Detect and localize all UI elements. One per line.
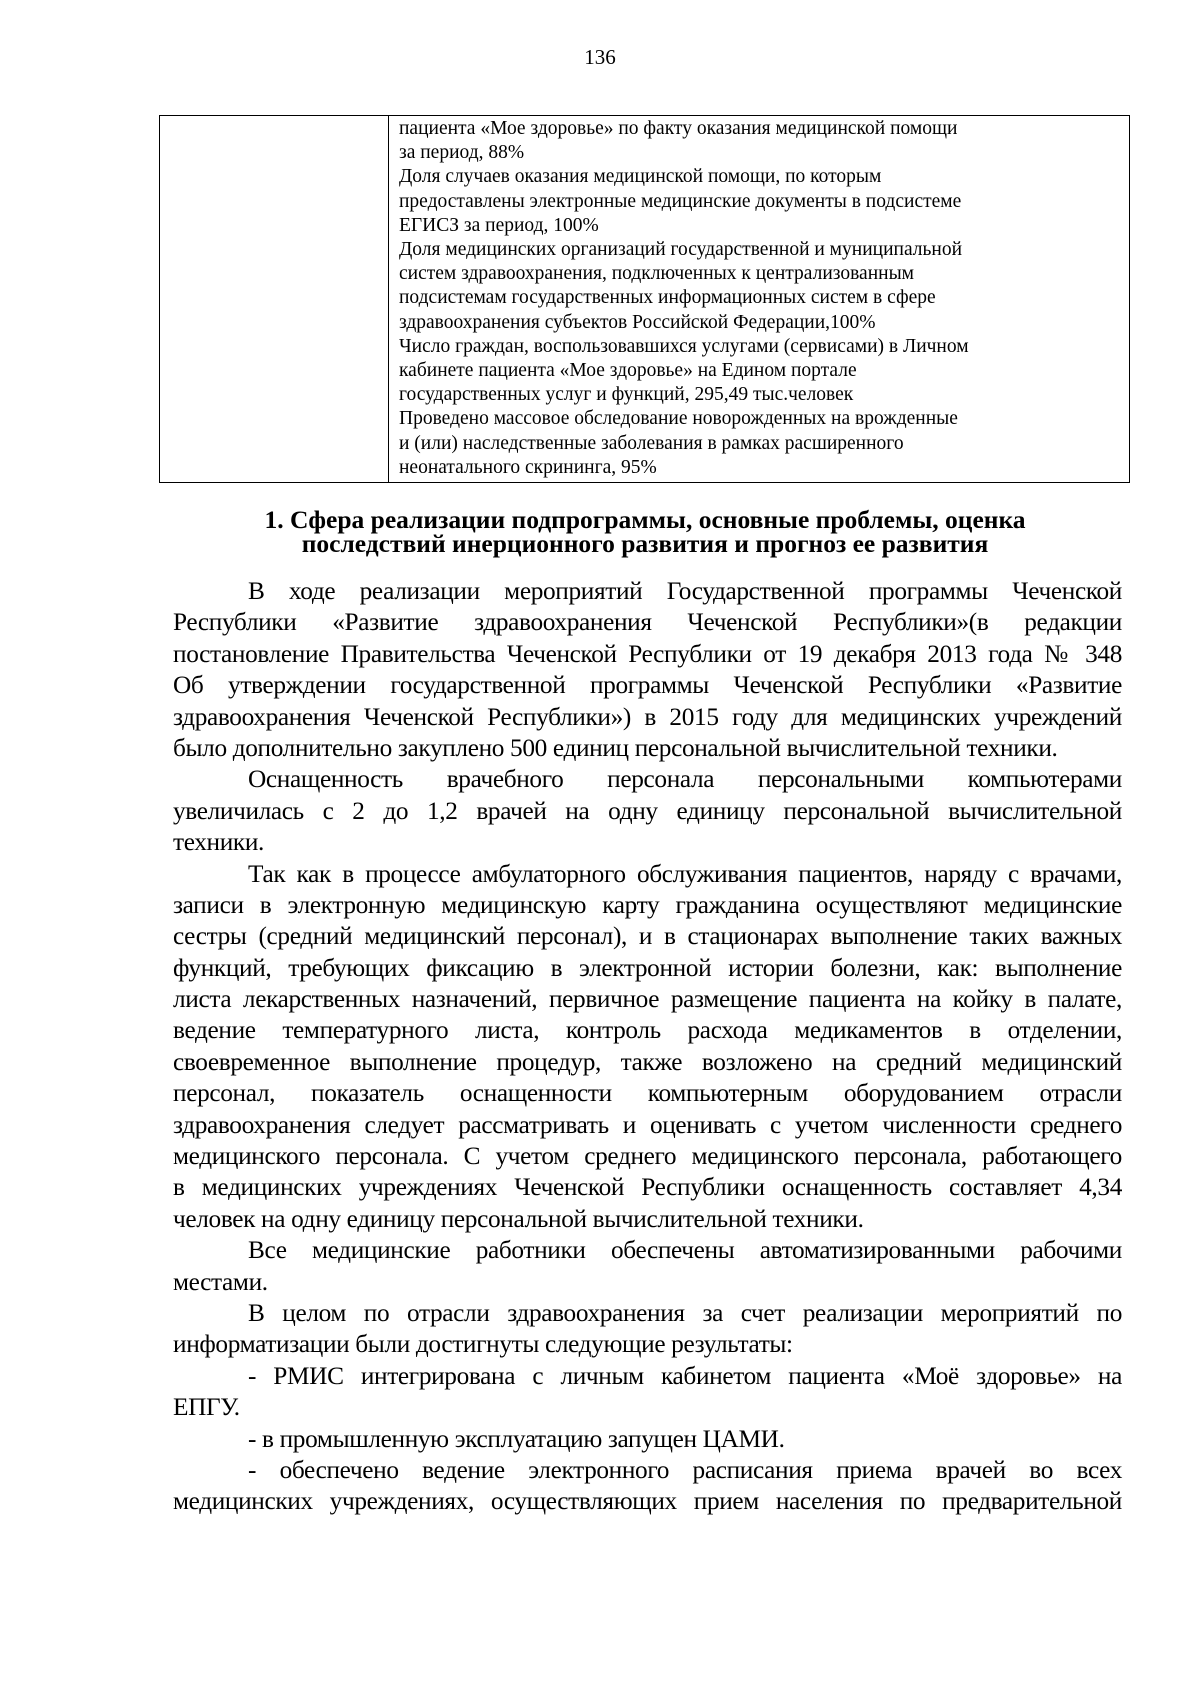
table-cell-line: систем здравоохранения, подключенных к централизованным [399, 263, 915, 285]
paragraph [173, 764, 1122, 858]
paragraph-line: медицинских учреждениях, осуществляющих прием населения по предварительной [173, 1487, 1122, 1516]
paragraph-line: В ходе реализации мероприятий Государственной программы Чеченской [248, 577, 1122, 605]
table-cell-line: и (или) наследственные заболевания в рамках расширенного [399, 432, 904, 454]
paragraph-line: своевременное выполнение процедур, также возложено на средний медицинский [173, 1047, 1122, 1076]
indicators-table [159, 115, 1130, 483]
body-text [173, 576, 1122, 1518]
paragraph-line: - в промышленную эксплуатацию запущен ЦАМИ. [248, 1424, 785, 1453]
paragraph-line: ЕПГУ. [173, 1393, 240, 1422]
table-cell-line: Доля медицинских организаций государственной и муниципальной [399, 239, 963, 261]
section-heading-line: 1. Сфера реализации подпрограммы, основные проблемы, оценка [264, 505, 1026, 534]
section-heading [170, 505, 1120, 558]
paragraph-line: записи в электронную медицинскую карту гражданина осуществляют медицинские [173, 890, 1122, 919]
paragraph [173, 1361, 1122, 1424]
section-heading-line: последствий инерционного развития и прогноз ее развития [301, 529, 989, 558]
paragraph [173, 1235, 1122, 1298]
table-cell-line: Доля случаев оказания медицинской помощи, по которым [399, 166, 882, 188]
table-cell-line: пациента «Мое здоровье» по факту оказания медицинской помощи [399, 118, 958, 139]
table-cell-line: Число граждан, воспользовавшихся услугами (сервисами) в Личном [399, 335, 969, 357]
page-number: 136 [584, 45, 616, 69]
table-cell-indicators [389, 116, 1130, 483]
paragraph-line: - обеспечено ведение электронного расписания приема врачей во всех [248, 1455, 1122, 1484]
table-cell-line: ЕГИСЗ за период, 100% [399, 214, 599, 236]
paragraph-line: Республики «Развитие здравоохранения Чеченской Республики»(в редакции [173, 608, 1122, 637]
paragraph-line: было дополнительно закуплено 500 единиц персональной вычислительной техники. [173, 733, 1058, 762]
paragraph-line: Все медицинские работники обеспечены автоматизированными рабочими [248, 1236, 1122, 1265]
paragraph-line: ведение температурного листа, контроль расхода медикаментов в отделении, [173, 1016, 1122, 1045]
table-cell-line: кабинете пациента «Мое здоровье» на Едином портале [399, 360, 857, 382]
paragraph-line: информатизации были достигнуты следующие результаты: [173, 1330, 793, 1359]
paragraph-line: Об утверждении государственной программы Чеченской Республики «Развитие [173, 671, 1122, 700]
paragraph-line: в медицинских учреждениях Чеченской Республики оснащенность составляет 4,34 [173, 1173, 1122, 1202]
paragraph [173, 1455, 1122, 1518]
paragraph-line: функций, требующих фиксацию в электронной истории болезни, как: выполнение [173, 953, 1122, 982]
paragraph-line: постановление Правительства Чеченской Республики от 19 декабря 2013 года № 348 [173, 639, 1122, 668]
paragraph-line: - РМИС интегрирована с личным кабинетом пациента «Моё здоровье» на [248, 1361, 1122, 1390]
paragraph [173, 1424, 1122, 1455]
table-cell-line: здравоохранения субъектов Российской Федерации,100% [399, 311, 876, 333]
paragraph-line: местами. [173, 1267, 268, 1296]
table-cell-line: Проведено массовое обследование новорожденных на врожденные [399, 408, 958, 430]
table-cell-line: подсистемам государственных информационных систем в сфере [399, 287, 936, 309]
paragraph-line: В целом по отрасли здравоохранения за счет реализации мероприятий по [248, 1298, 1122, 1327]
paragraph [173, 1298, 1122, 1361]
table-cell-left [160, 116, 389, 483]
paragraph [173, 576, 1122, 764]
table-cell-line: государственных услуг и функций, 295,49 тыс.человек [399, 384, 854, 406]
table-row [160, 116, 1130, 483]
paragraph-line: Так как в процессе амбулаторного обслуживания пациентов, наряду с врачами, [248, 859, 1122, 888]
paragraph-line: человек на одну единицу персональной вычислительной техники. [173, 1204, 864, 1233]
paragraph-line: Оснащенность врачебного персонала персональными компьютерами [248, 765, 1122, 794]
table-cell-line: предоставлены электронные медицинские документы в подсистеме [399, 190, 962, 212]
paragraph-line: сестры (средний медицинский персонал), и в стационарах выполнение таких важных [173, 922, 1122, 951]
table-cell-line: неонатального скрининга, 95% [399, 456, 657, 478]
paragraph-line: техники. [173, 828, 265, 857]
paragraph [173, 859, 1122, 1236]
paragraph-line: персонал, показатель оснащенности компьютерным оборудованием отрасли [173, 1079, 1122, 1108]
paragraph-line: здравоохранения следует рассматривать и оценивать с учетом численности среднего [173, 1110, 1122, 1139]
paragraph-line: листа лекарственных назначений, первичное размещение пациента на койку в палате, [173, 985, 1122, 1014]
paragraph-line: медицинского персонала. С учетом среднего медицинского персонала, работающего [173, 1142, 1122, 1171]
paragraph-line: увеличилась с 2 до 1,2 врачей на одну единицу персональной вычислительной [173, 796, 1122, 825]
table-cell-line: за период, 88% [399, 142, 525, 164]
paragraph-line: здравоохранения Чеченской Республики») в 2015 году для медицинских учреждений [173, 702, 1122, 731]
